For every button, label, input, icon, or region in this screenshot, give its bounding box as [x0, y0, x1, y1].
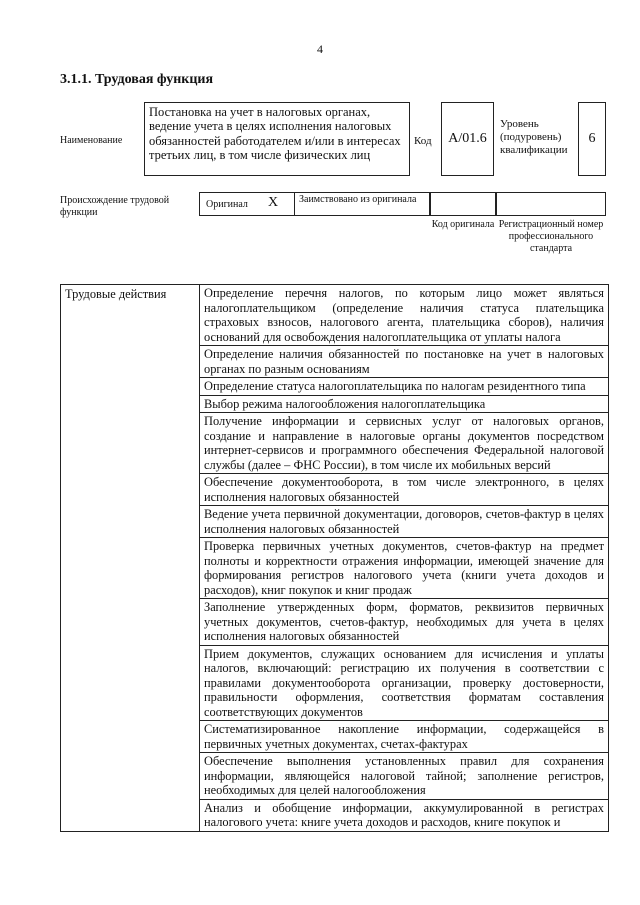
original-code-cell — [430, 192, 496, 216]
level-label-line-2: (подуровень) — [500, 131, 562, 143]
action-item: Систематизированное накопление информации, содержащейся в первичных учетных документах, счетах-фактурах — [200, 721, 609, 753]
original-cell — [199, 192, 295, 216]
original-label: Оригинал — [206, 198, 248, 210]
action-item: Заполнение утвержденных форм, форматов, реквизитов первичных учетных документов, счетов-фактур, необходимых для учета в целях исполнения налоговых обязанностей — [200, 599, 609, 646]
action-item: Обеспечение документооборота, в том числе электронного, в целях исполнения налоговых обязанностей — [200, 474, 609, 506]
code-box: A/01.6 — [441, 102, 494, 176]
original-code-label: Код оригинала — [431, 219, 495, 230]
borrowed-cell: Заимствовано из оригинала — [294, 192, 430, 216]
level-label — [500, 118, 567, 157]
action-item: Проверка первичных учетных документов, счетов-фактур на предмет полноты и корректности отражения информации, имеющей значение для формирования регистров налогового учета (книги учета доходов и расходов), книг покупок и книг продаж — [200, 538, 609, 599]
action-item: Обеспечение выполнения установленных правил для сохранения информации, являющейся налоговой тайной; заполнение регистров, необходимых для целей налогообложения — [200, 753, 609, 800]
action-item: Ведение учета первичной документации, договоров, счетов-фактур в целях исполнения налоговых обязанностей — [200, 506, 609, 538]
original-mark: X — [268, 195, 279, 210]
action-item: Определение наличия обязанностей по постановке на учет в налоговых органах по разным основаниям — [200, 346, 609, 378]
origin-label-line-2: функции — [60, 207, 98, 218]
table-row — [61, 285, 609, 346]
section-title: 3.1.1. Трудовая функция — [60, 72, 214, 87]
labor-actions-table — [60, 284, 609, 832]
function-name-box: Постановка на учет в налоговых органах, ведение учета в целях исполнения налоговых обязанностей работодателем и/или в интересах третьих лиц, в том числе физических лиц — [144, 102, 410, 176]
level-label-line-1: Уровень — [500, 118, 539, 130]
code-label: Код — [414, 135, 432, 147]
origin-label-line-1: Происхождение трудовой — [60, 195, 170, 206]
action-item: Выбор режима налогообложения налогоплательщика — [200, 395, 609, 413]
name-label: Наименование — [60, 135, 123, 146]
level-box: 6 — [578, 102, 606, 176]
action-item: Прием документов, служащих основанием для исчисления и уплаты налогов, включающий: регистрацию их получения в соответствии с правилами документооборота организации, проверку достоверности, правильности оформления, соответствия форматам составления соответствующих документов — [200, 645, 609, 721]
level-label-line-3: квалификации — [500, 144, 568, 156]
page-number: 4 — [317, 42, 323, 56]
action-item: Определение перечня налогов, по которым лицо может являться налогоплательщиком (определение наличия статуса плательщика страховых взносов, налогового агента, плательщика сборов), наличия оснований для освобождения налогоплательщика от уплаты налога — [200, 285, 609, 346]
action-item: Анализ и обобщение информации, аккумулированной в регистрах налогового учета: книге учета доходов и расходов, книге покупок и — [200, 799, 609, 831]
reg-number-label: Регистрационный номер профессионального стандарта — [498, 219, 604, 254]
reg-number-cell — [496, 192, 606, 216]
action-item: Получение информации и сервисных услуг от налоговых органов, создание и направление в налоговые органы документов посредством интернет-сервисов и программного обеспечения Федеральной налоговой службы (далее – ФНС России), в том числе их мобильных версий — [200, 413, 609, 474]
origin-label — [60, 195, 190, 219]
actions-header: Трудовые действия — [61, 285, 200, 832]
action-item: Определение статуса налогоплательщика по налогам резидентного типа — [200, 378, 609, 396]
